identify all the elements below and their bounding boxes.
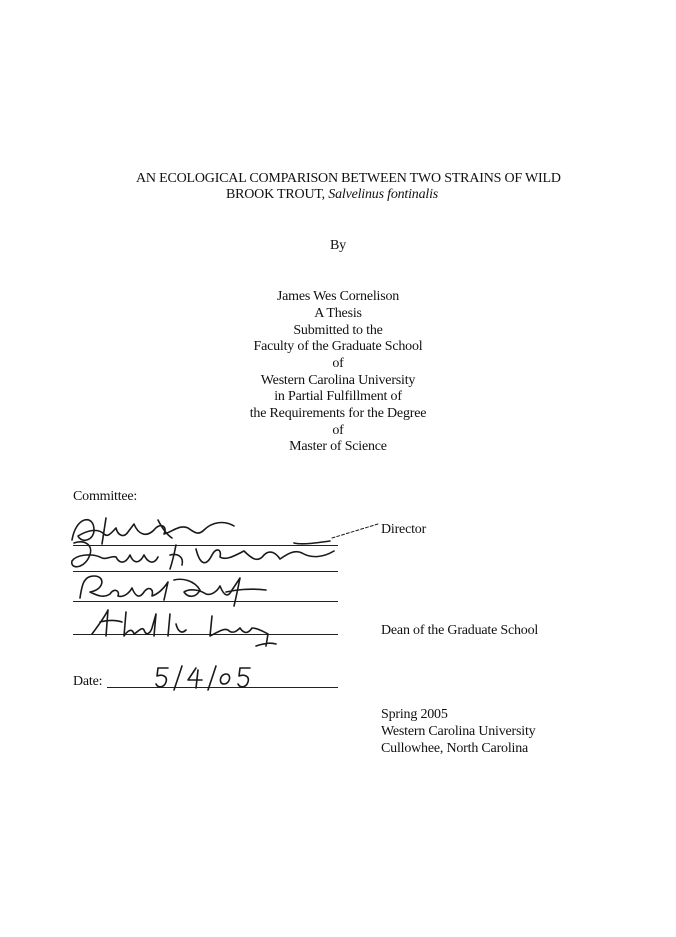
author-block-line: Submitted to the bbox=[293, 323, 383, 338]
title-line-2-prefix: BROOK TROUT, bbox=[226, 187, 329, 202]
author-block-line: of bbox=[332, 356, 344, 371]
date-handwritten bbox=[154, 664, 274, 694]
title-line-1: AN ECOLOGICAL COMPARISON BETWEEN TWO STRAINS OF WILD bbox=[136, 171, 561, 186]
author-block-line: A Thesis bbox=[314, 306, 362, 321]
author-block-line: the Requirements for the Degree bbox=[249, 406, 427, 421]
title-line-2 bbox=[226, 186, 438, 203]
species-name: Salvelinus fontinalis bbox=[328, 187, 439, 202]
date-label: Date: bbox=[73, 674, 103, 689]
footer-university: Western Carolina University bbox=[381, 724, 536, 739]
author-block-line: Faculty of the Graduate School bbox=[253, 339, 423, 354]
author-block-line: in Partial Fulfillment of bbox=[274, 389, 402, 404]
committee-label: Committee: bbox=[73, 489, 138, 504]
signature-member-3 bbox=[70, 568, 290, 608]
by-label: By bbox=[330, 238, 346, 253]
signature-dean bbox=[86, 606, 316, 652]
footer-semester: Spring 2005 bbox=[381, 707, 448, 722]
degree-name: Master of Science bbox=[289, 439, 387, 454]
director-label: Director bbox=[381, 522, 427, 537]
author-block-line: of bbox=[332, 423, 344, 438]
university-name: Western Carolina University bbox=[260, 373, 416, 388]
footer-location: Cullowhee, North Carolina bbox=[381, 741, 529, 756]
dean-label: Dean of the Graduate School bbox=[381, 623, 539, 638]
author-name: James Wes Cornelison bbox=[276, 289, 400, 304]
